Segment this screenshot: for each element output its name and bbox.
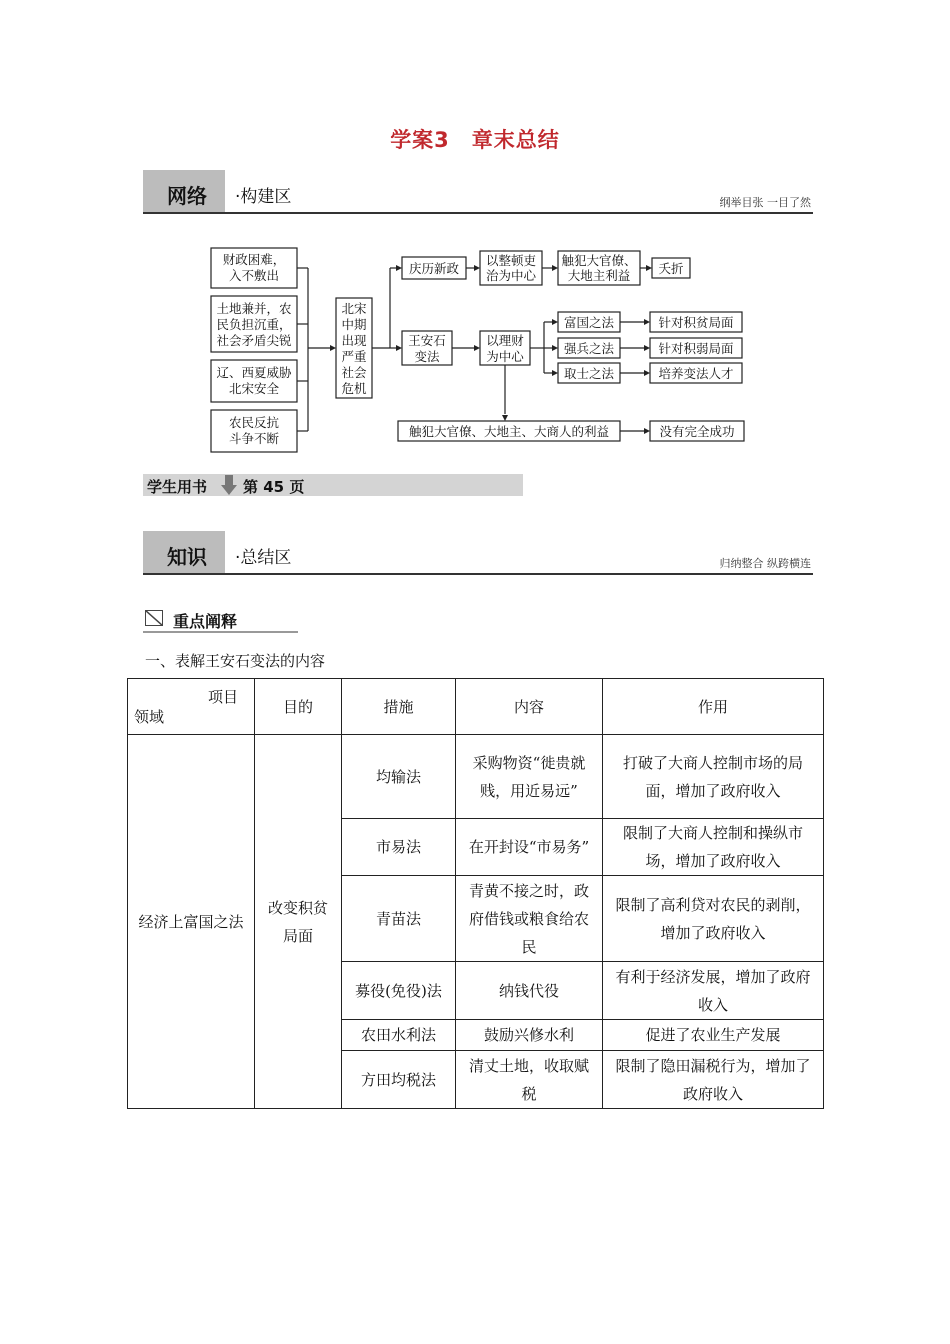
- table-cell: 采购物资“徙贵就贱，用近易远”: [456, 735, 603, 819]
- cause-label-1: 入不敷出: [228, 268, 280, 283]
- reform2-label: 变法: [414, 349, 440, 364]
- table-header: 内容: [456, 679, 603, 735]
- reform1-result-label: 夭折: [658, 261, 684, 276]
- reform2-aim-label: 为中心: [486, 349, 524, 364]
- cause-label-1: 财政困难，: [222, 252, 286, 267]
- cause-label-2: 民负担沉重，: [216, 317, 292, 332]
- table-header: 目的: [255, 679, 342, 735]
- crisis-label: 中期: [341, 317, 367, 332]
- reform1-effect-label: 触犯大官僚、: [561, 253, 637, 268]
- law-aim-label-2: 针对积弱局面: [658, 341, 734, 356]
- reform1-aim-label: 以整顿吏: [485, 253, 537, 268]
- table-corner-cell: 项目 领域: [128, 679, 255, 735]
- reform1-effect-label: 大地主利益: [567, 268, 631, 283]
- table-intro: 一、表解王安石变法的内容: [145, 652, 326, 670]
- reform-table: [127, 678, 824, 1109]
- law-label-1: 富国之法: [563, 315, 615, 330]
- law-aim-label-3: 培养变法人才: [658, 366, 734, 381]
- table-cell: 均输法: [342, 735, 456, 819]
- cause-label-4: 斗争不断: [228, 431, 280, 446]
- table-cell: 方田均税法: [342, 1051, 456, 1109]
- law-aim-label-1: 针对积贫局面: [658, 315, 734, 330]
- section-subtitle: ·总结区: [235, 548, 292, 568]
- crisis-label: 危机: [341, 381, 367, 396]
- table-cell: 募役(免役)法: [342, 962, 456, 1020]
- table-cell: 纳钱代役: [456, 962, 603, 1020]
- reform2-label: 王安石: [408, 333, 446, 348]
- law-label-3: 取士之法: [563, 366, 615, 381]
- section-band-knowledge: [143, 531, 813, 575]
- section-subtitle: ·构建区: [235, 187, 292, 207]
- section-title: 网络: [167, 184, 207, 208]
- down-arrow-icon: [221, 475, 237, 495]
- section-slogan: 纲举目张 一目了然: [719, 196, 811, 209]
- table-cell: 农田水利法: [342, 1020, 456, 1051]
- crisis-label: 社会: [341, 365, 367, 380]
- reform2-result-label: 没有完全成功: [659, 424, 735, 439]
- cause-label-2: 土地兼并，农: [216, 301, 292, 316]
- table-cell: 清丈土地，收取赋税: [456, 1051, 603, 1109]
- table-cell: 限制了高利贷对农民的剥削，增加了政府收入: [603, 876, 824, 962]
- table-header: 作用: [603, 679, 824, 735]
- page-number-label: 第 45 页: [243, 478, 305, 496]
- table-cell: 打破了大商人控制市场的局面，增加了政府收入: [603, 735, 824, 819]
- cause-label-2: 社会矛盾尖锐: [216, 333, 292, 348]
- table-cell: 青苗法: [342, 876, 456, 962]
- table-cell: 鼓励兴修水利: [456, 1020, 603, 1051]
- corner-mark-icon: [145, 610, 163, 626]
- key-points-heading: 重点阐释: [143, 607, 298, 633]
- reform2-effect-label: 触犯大官僚、大地主、大商人的利益: [408, 424, 610, 439]
- law-label-2: 强兵之法: [563, 341, 615, 356]
- crisis-label: 出现: [341, 333, 367, 348]
- section-slogan: 归纳整合 纵跨横连: [719, 557, 811, 570]
- cause-label-4: 农民反抗: [228, 415, 280, 430]
- table-cell: 市易法: [342, 819, 456, 876]
- reform1-aim-label: 治为中心: [485, 268, 537, 283]
- page-title: 学案3 章末总结: [390, 128, 560, 152]
- table-cell: 限制了大商人控制和操纵市场，增加了政府收入: [603, 819, 824, 876]
- table-domain-cell: 经济上富国之法: [128, 735, 255, 1109]
- reform2-aim-label: 以理财: [486, 333, 524, 348]
- crisis-label: 北宋: [341, 301, 367, 316]
- table-cell: 在开封设“市易务”: [456, 819, 603, 876]
- crisis-label: 严重: [341, 349, 367, 364]
- table-cell: 促进了农业生产发展: [603, 1020, 824, 1051]
- cause-label-3: 辽、西夏威胁: [216, 365, 292, 380]
- table-cell: 限制了隐田漏税行为，增加了政府收入: [603, 1051, 824, 1109]
- table-cell: 有利于经济发展，增加了政府收入: [603, 962, 824, 1020]
- section-title: 知识: [167, 545, 207, 569]
- book-label: 学生用书: [147, 478, 208, 496]
- table-cell: 青黄不接之时，政府借钱或粮食给农民: [456, 876, 603, 962]
- table-purpose-cell: 改变积贫局面: [255, 735, 342, 1109]
- reform1-label: 庆历新政: [408, 261, 460, 276]
- cause-label-3: 北宋安全: [228, 381, 280, 396]
- table-header: 措施: [342, 679, 456, 735]
- concept-diagram: [0, 0, 950, 470]
- page-reference-bar: [143, 474, 523, 496]
